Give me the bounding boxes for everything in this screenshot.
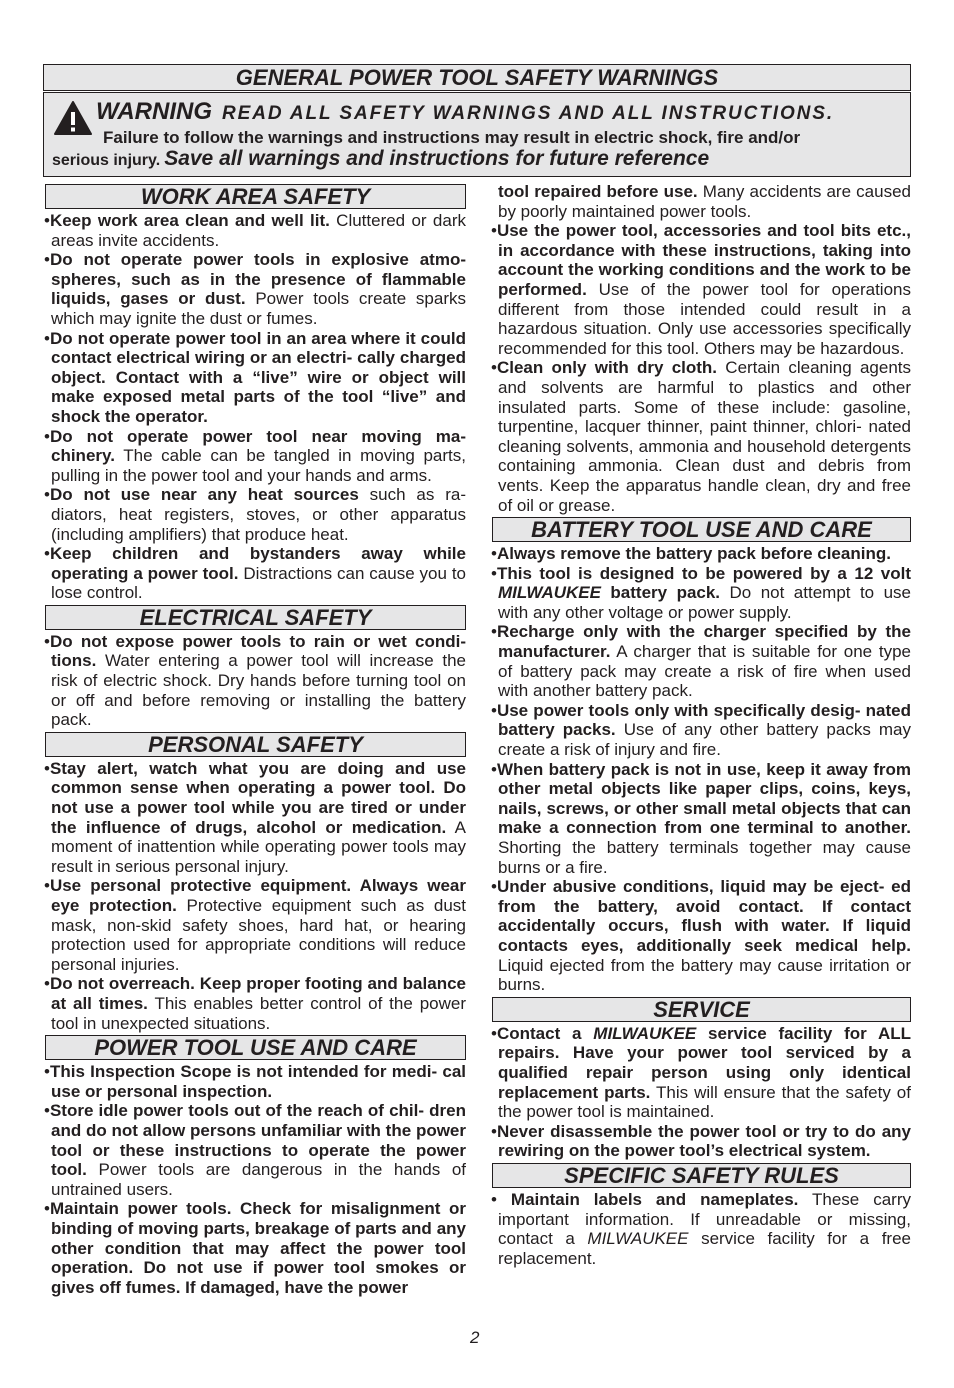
list-item: • Maintain labels and nameplates. These carry important information. If unreadable or missing, contact a MILWAUKEE service facility for a free replacement. xyxy=(491,1189,911,1268)
list-item: •Store idle power tools out of the reach of chil- dren and do not allow persons unfamiliar with the power tool or these instructions to operate the power tool. Power tools are dangerous in the hands of untrained users. xyxy=(44,1101,466,1199)
list-item: •Always remove the battery pack before cleaning. xyxy=(491,544,891,564)
list-item: •Under abusive conditions, liquid may be eject- ed from the battery, avoid contact. If contact accidentally occurs, flush with water. If liquid contacts eyes, additionally seek medical help. Liquid ejected from the battery may cause irritation or burns. xyxy=(491,877,911,995)
list-item: •This Inspection Scope is not intended for medi- cal use or personal inspection. xyxy=(44,1062,466,1101)
list-item: •Do not operate power tool near moving ma- chinery. The cable can be tangled in moving parts, pulling in the power tool and your hands and arms. xyxy=(44,426,466,485)
list-item: •Use power tools only with specifically desig- nated battery packs. Use of any other battery packs may create a risk of injury and fire. xyxy=(491,700,911,760)
list-item: •Do not operate power tools in explosive atmo- spheres, such as in the presence of flammable liquids, gases or dust. Power tools create sparks which may ignite the dust or fumes. xyxy=(44,250,467,328)
list-item: •Do not overreach. Keep proper footing and balance at all times. This enables better control of the power tool in unexpected situations. xyxy=(44,974,466,1033)
page-number: 2 xyxy=(470,1328,480,1347)
milwaukee-brand: MILWAUKEE xyxy=(593,1023,697,1043)
section-heading-service: SERVICE xyxy=(492,997,911,1022)
list-item-continued: tool repaired before use. Many accidents are caused by poorly maintained power tools. xyxy=(498,182,911,221)
warning-triangle-icon xyxy=(53,100,93,136)
section-heading-work-area: WORK AREA SAFETY xyxy=(45,184,466,209)
warning-save-instructions: Save all warnings and instructions for future reference xyxy=(164,147,710,170)
right-column xyxy=(490,182,911,1268)
list-item: •Keep children and bystanders away while operating a power tool. Distractions can cause you to lose control. xyxy=(44,544,466,603)
warning-word: WARNING xyxy=(96,98,212,125)
list-item: •Do not use near any heat sources such as ra- diators, heat registers, stoves, or other apparatus (including amplifiers) that produce heat. xyxy=(44,485,466,544)
warning-box xyxy=(43,92,911,177)
list-item: •Clean only with dry cloth. Certain cleaning agents and solvents are harmful to plastics and other insulated parts. Some of these include: gasoline, turpentine, lacquer thinner, paint thinner, chlori- nated cleaning solvents, ammonia and household detergents containing ammonia. Clean dust and debris from vents. Keep the apparatus handle clean, dry and free of oil or grease. xyxy=(491,358,911,515)
warning-failure-text: Failure to follow the warnings and instructions may result in electric shock, fire and/or xyxy=(103,128,801,147)
warning-read-all: READ ALL SAFETY WARNINGS AND ALL INSTRUCTIONS. xyxy=(222,103,835,124)
milwaukee-brand: MILWAUKEE xyxy=(587,1229,689,1249)
list-item: •Use the power tool, accessories and tool bits etc., in accordance with these instructions, taking into account the working conditions and the work to be performed. Use of the power tool for operations different from those intended could result in a hazardous situation. Only use accessories specifically recommended for this tool. Others may be hazardous. xyxy=(491,221,911,358)
list-item: •Do not expose power tools to rain or wet condi- tions. Water entering a power tool will increase the risk of electric shock. Dry hands before turning tool on or off and before removing or installing the battery pack. xyxy=(44,631,466,730)
section-heading-electrical: ELECTRICAL SAFETY xyxy=(45,605,466,630)
list-item: •This tool is designed to be powered by a 12 volt MILWAUKEE battery pack. Do not attempt to use with any other voltage or power supply. xyxy=(491,563,912,622)
section-heading-specific: SPECIFIC SAFETY RULES xyxy=(492,1163,911,1188)
list-item: •Maintain power tools. Check for misalignment or binding of moving parts, breakage of parts and any other condition that may affect the power tool operation. Do not use if power tool smokes or gives off fumes. If damaged, have the power xyxy=(44,1199,466,1297)
list-item: •Stay alert, watch what you are doing and use common sense when operating a power tool. Do not use a power tool while you are tired or under the influence of drugs, alcohol or medication. A moment of inattention while operating power tools may result in serious personal injury. xyxy=(44,758,466,876)
list-item: •Keep work area clean and well lit. Cluttered or dark areas invite accidents. xyxy=(44,211,466,250)
milwaukee-brand: MILWAUKEE xyxy=(498,583,601,603)
list-item: •Do not operate power tool in an area where it could contact electrical wiring or an electri- cally charged object. Contact with a “live” wire or object will make exposed metal parts of the tool “live” and shock the operator. xyxy=(44,328,466,426)
left-column xyxy=(43,182,466,1297)
list-item: •Use personal protective equipment. Always wear eye protection. Protective equipment such as dust mask, non-skid safety shoes, hard hat, or hearing protection used for appropriate conditions will reduce personal injuries. xyxy=(44,876,467,974)
list-item: •Never disassemble the power tool or try to do any rewiring on the power tool’s electrical system. xyxy=(491,1121,911,1161)
list-item: •When battery pack is not in use, keep it away from other metal objects like paper clips, coins, keys, nails, screws, or other small metal objects that can make a connection from one terminal to another. Shorting the battery terminals together may cause burns or a fire. xyxy=(491,759,911,877)
list-item: •Recharge only with the charger specified by the manufacturer. A charger that is suitable for one type of battery pack may create a risk of fire when used with another battery pack. xyxy=(491,622,911,701)
section-heading-personal: PERSONAL SAFETY xyxy=(45,732,466,757)
section-heading-battery: BATTERY TOOL USE AND CARE xyxy=(492,517,911,542)
warning-serious-injury: serious injury. xyxy=(52,152,161,169)
page-title: GENERAL POWER TOOL SAFETY WARNINGS xyxy=(43,64,911,91)
section-heading-power-tool: POWER TOOL USE AND CARE xyxy=(45,1035,466,1060)
list-item: •Contact a MILWAUKEE service facility for ALL repairs. Have your power tool serviced by a qualified repair person using only identical replacement parts. This will ensure that the safety of the power tool is maintained. xyxy=(491,1023,911,1122)
